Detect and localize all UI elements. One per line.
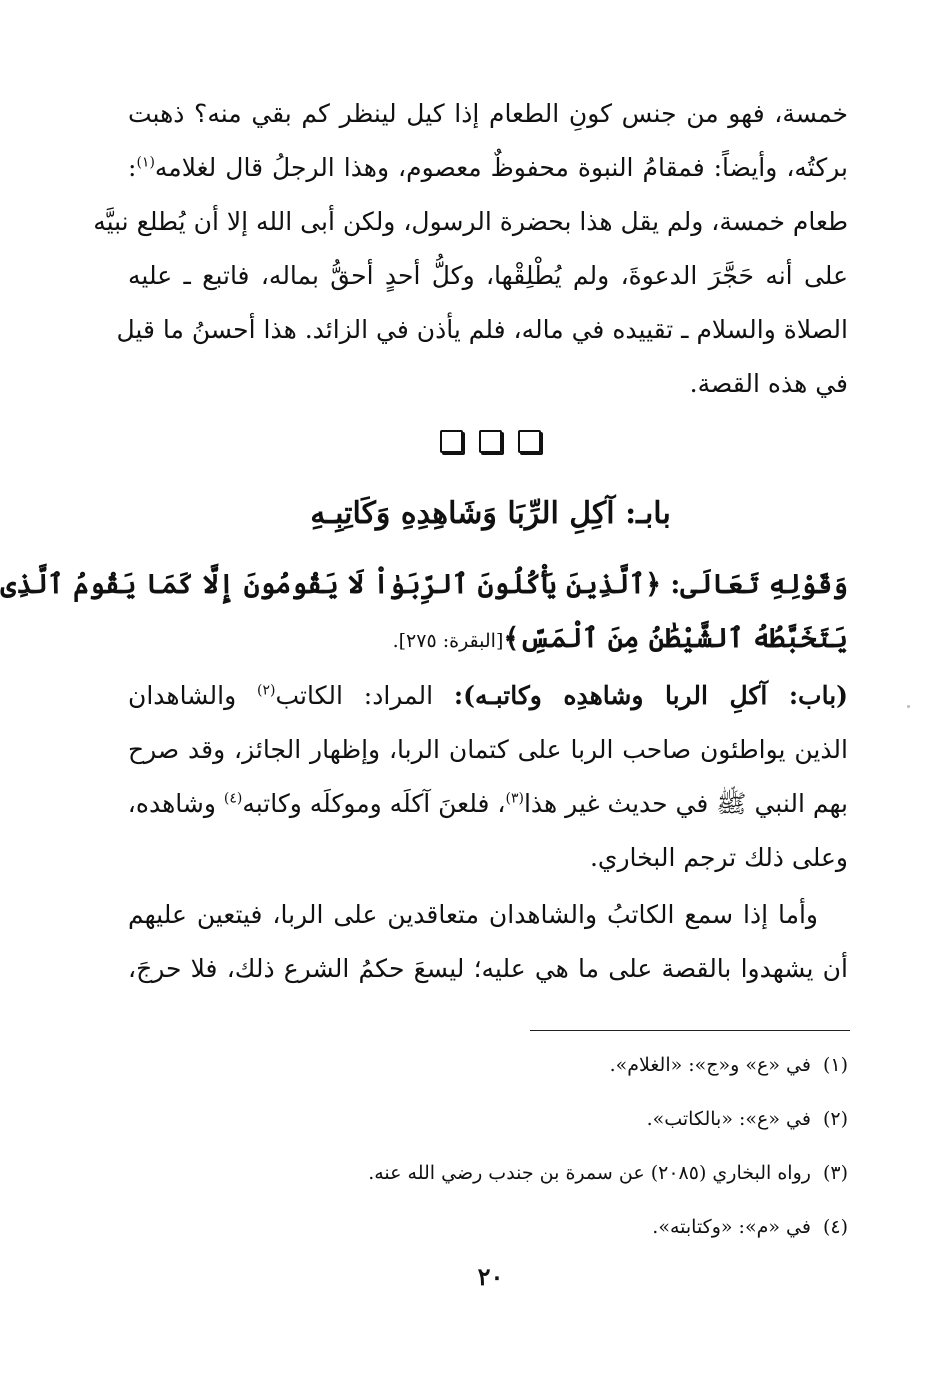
chapter-heading [51,496,930,531]
text-line [128,777,848,831]
verse-line: وَقَوْلِهِ تَعَالَى: ﴿ٱلَّذِينَ يَأْكُلُونَ ٱلرِّبَوٰاْ لَا يَقُومُونَ إِلَّا كَمَا يَقُومُ ٱلَّذِى [0,569,848,600]
quran-verse [0,558,848,666]
text-segment: وشاهده، [127,789,216,818]
text-segment: ، فلعنَ آكلَه وموكلَه وكاتبه [242,789,506,818]
text-line: الذين يواطئون صاحب الربا على كتمان الربا، وإظهار الجائز، وقد صرح [128,735,848,764]
separator-square-icon [479,430,502,453]
verse-text: يَتَخَبَّطُهُ ٱلشَّيْطَٰنُ مِنَ ٱلْمَسِّ﴾ [503,623,848,654]
scan-speck [907,705,910,708]
footnote-item [128,1045,848,1099]
footnote-number: (١) [822,1054,848,1076]
footnotes [128,1045,848,1261]
chapter-label: بابـ: [625,496,671,531]
text-segment: والشاهدان [128,681,237,710]
footnote-number: (٣) [822,1162,848,1184]
paragraph-continuation [93,87,848,411]
verse-line [128,612,848,666]
text-line: الصلاة والسلام ـ تقييده في ماله، فلم يأذن في الزائد. هذا أحسنُ ما قيل [116,315,848,344]
page-number: ٢٠ [477,1262,504,1291]
footnote-number: (٢) [822,1108,848,1130]
text-line: أن يشهدوا بالقصة على ما هي عليه؛ ليسعَ حكمُ الشرع ذلك، فلا حرجَ، [128,954,848,983]
chapter-title: آكِلِ الرِّبَا وَشَاهِدِهِ وَكَاتِبِـهِ [310,496,615,531]
footnote-text: في «ع» و«ج»: «الغلام». [609,1054,811,1076]
separator-square-icon [518,430,541,453]
footnote-item [128,1207,848,1261]
bold-heading: (باب: آكلِ الربا وشاهدِه وكاتبـه): [453,681,849,710]
footnote-ref-1[interactable]: (١) [136,154,155,171]
text-segment: بهم النبي ﷺ في حديث غير هذا [523,789,848,818]
text-line: وعلى ذلك ترجم البخاري. [589,843,848,872]
text-line: على أنه حَجَّرَ الدعوةَ، ولم يُطْلِقْها، وكلُّ أحدٍ أحقُّ بماله، فاتبع ـ عليه [128,261,848,290]
text-segment: المراد: الكاتب [275,681,434,710]
footnote-number: (٤) [822,1216,848,1238]
text-line: وأما إذا سمع الكاتبُ والشاهدان متعاقدين على الربا، فيتعين عليهم [128,900,818,929]
footnote-text: رواه البخاري (٢٠٨٥) عن سمرة بن جندب رضي الله عنه. [368,1162,811,1184]
footnote-item [128,1099,848,1153]
footnote-ref-3[interactable]: (٣) [505,790,524,807]
colon: : [128,153,137,182]
footnote-text: في «ع»: «بالكاتب». [646,1108,811,1130]
text-line [128,141,848,195]
footnote-divider [530,1030,850,1031]
commentary-paragraph [128,669,848,885]
text-line: طعام خمسة، ولم يقل هذا بحضرة الرسول، ولكن أبى الله إلا أن يُطلع نبيَّه [93,207,848,236]
footnote-text: في «م»: «وكتابته». [652,1216,811,1238]
footnote-item [128,1153,848,1207]
text-line [128,669,848,723]
text-line: خمسة، فهو من جنس كونِ الطعام إذا كيل لينظر كم بقي منه؟ ذهبت [128,99,848,128]
separator-square-icon [440,430,463,453]
footnote-ref-2[interactable]: (٢) [257,682,276,699]
text-segment: بركتُه، وأيضاً: فمقامُ النبوة محفوظٌ معصوم، وهذا الرجلُ قال لغلامه [154,153,848,182]
verse-reference: [البقرة: ٢٧٥]. [392,630,504,652]
text-line: في هذه القصة. [689,369,848,398]
footnote-ref-4[interactable]: (٤) [223,790,243,807]
paragraph [128,888,848,996]
section-separator [51,430,930,457]
